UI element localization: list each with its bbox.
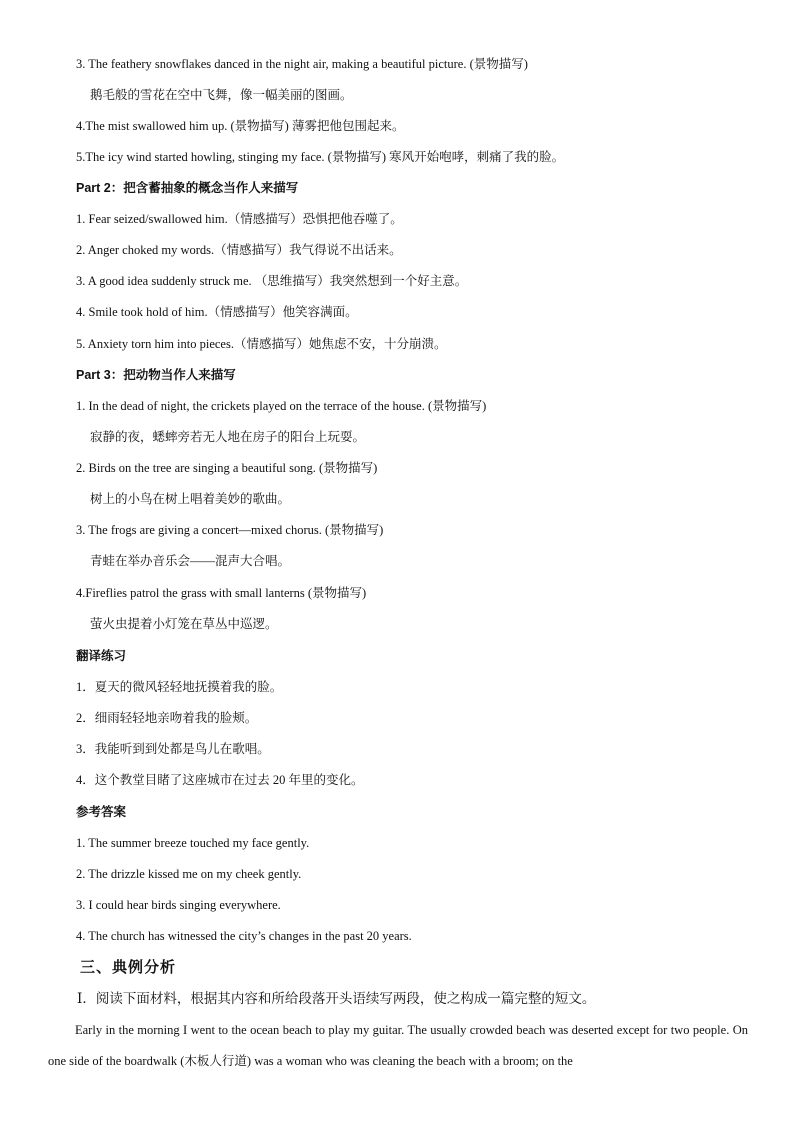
reference-answers-title: 参考答案 [76, 805, 127, 819]
example-line: 4. Smile took hold of him.（情感描写）他笑容满面。 [76, 305, 358, 319]
section-heading: 三、典例分析 [80, 958, 177, 976]
translation-line: 青蛙在举办音乐会——混声大合唱。 [90, 554, 291, 568]
exercise-line: 4．这个教堂目睹了这座城市在过去 20 年里的变化。 [76, 773, 364, 787]
example-line: 3. A good idea suddenly struck me. （思维描写）我突然想到一个好主意。 [76, 274, 468, 288]
example-line: 4.Fireflies patrol the grass with small lanterns (景物描写) [76, 586, 367, 600]
translation-line: 鹅毛般的雪花在空中飞舞，像一幅美丽的图画。 [90, 88, 353, 102]
translation-line: 萤火虫提着小灯笼在草丛中巡逻。 [90, 617, 278, 631]
example-line: 1. Fear seized/swallowed him.（情感描写）恐惧把他吞噬了。 [76, 212, 403, 226]
answer-line: 3. I could hear birds singing everywhere. [76, 898, 281, 912]
example-line: 5.The icy wind started howling, stinging my face. (景物描写) 寒风开始咆哮，刺痛了我的脸。 [76, 150, 565, 164]
answer-line: 4. The church has witnessed the city’s changes in the past 20 years. [76, 929, 412, 943]
example-line: 5. Anxiety torn him into pieces.（情感描写）她焦虑不安，十分崩溃。 [76, 337, 447, 351]
answer-line: 2. The drizzle kissed me on my cheek gently. [76, 867, 302, 881]
translation-practice-title: 翻译练习 [76, 649, 127, 663]
part-3-title: Part 3：把动物当作人来描写 [76, 368, 236, 382]
example-line: 1. In the dead of night, the crickets played on the terrace of the house. (景物描写) [76, 399, 487, 413]
example-line: 2. Birds on the tree are singing a beautiful song. (景物描写) [76, 461, 378, 475]
example-line: 4.The mist swallowed him up. (景物描写) 薄雾把他包围起来。 [76, 119, 405, 133]
translation-line: 树上的小鸟在树上唱着美妙的歌曲。 [90, 492, 291, 506]
translation-line: 寂静的夜，蟋蟀旁若无人地在房子的阳台上玩耍。 [90, 430, 366, 444]
example-line: 3. The feathery snowflakes danced in the night air, making a beautiful picture. (景物描写) [76, 57, 528, 71]
exercise-line: 3．我能听到到处都是鸟儿在歌唱。 [76, 742, 270, 756]
example-line: 2. Anger choked my words.（情感描写）我气得说不出话来。 [76, 243, 402, 257]
passage-paragraph: Early in the morning I went to the ocean beach to play my guitar. The usually crowded beach was deserted except for two people. On one side of the boardwalk (木板人行道) was a woman who was cleaning the beach with a broom; on the [48, 1023, 748, 1068]
part-2-title: Part 2：把含蓄抽象的概念当作人来描写 [76, 181, 299, 195]
answer-line: 1. The summer breeze touched my face gently. [76, 836, 310, 850]
example-line: 3. The frogs are giving a concert—mixed chorus. (景物描写) [76, 523, 384, 537]
exercise-line: 2．细雨轻轻地亲吻着我的脸颊。 [76, 711, 258, 725]
instruction-line: Ⅰ．阅读下面材料，根据其内容和所给段落开头语续写两段，使之构成一篇完整的短文。 [77, 991, 596, 1006]
exercise-line: 1．夏天的微风轻轻地抚摸着我的脸。 [76, 680, 283, 694]
